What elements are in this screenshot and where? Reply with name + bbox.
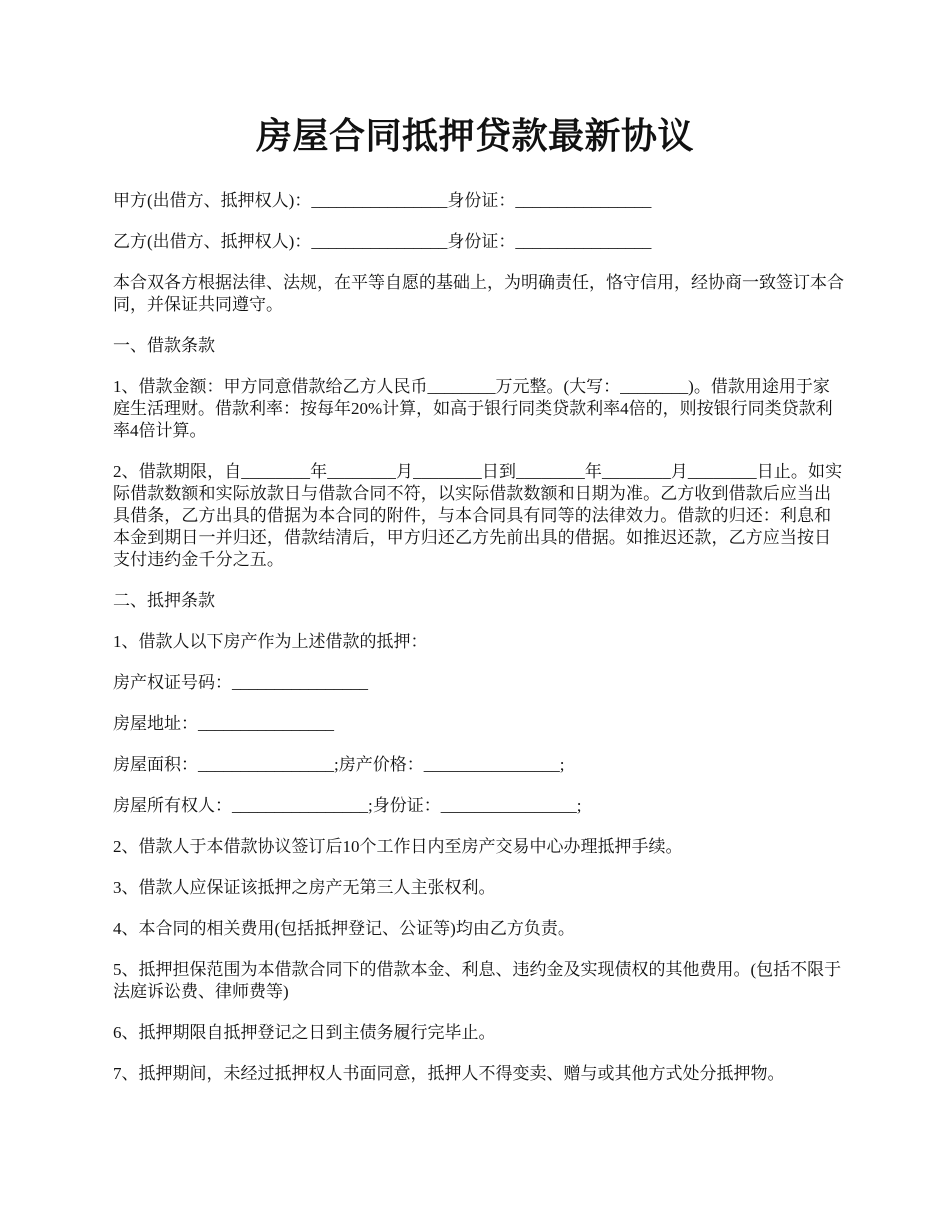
section-heading-mortgage-terms: 二、抵押条款 (113, 591, 215, 610)
preamble-paragraph: 本合双各方根据法律、法规，在平等自愿的基础上，为明确责任，恪守信用，经协商一致签订本合同，并保证共同遵守。 (113, 273, 844, 314)
property-certificate-line: 房产权证号码：________________ (113, 673, 368, 692)
document-page (113, 110, 845, 1104)
loan-amount-clause: 1、借款金额：甲方同意借款给乙方人民币________万元整。(大写：________)。借款用途用于家庭生活理财。借款利率：按每年20%计算，如高于银行同类贷款利率4倍的，则按银行同类贷款利率4倍计算。 (113, 377, 833, 440)
loan-term-clause: 2、借款期限，自________年________月________日到________年________月________日止。如实际借款数额和实际放款日与借款合同不符，以实际借款数额和日期为准。乙方收到借款后应当出具借条，乙方出具的借据为本合同的附件，与本合同具有同等的法律效力。借款的归还：利息和本金到期日一并归还，借款结清后，甲方归还乙方先前出具的借据。如推迟还款，乙方应当按日支付违约金千分之五。 (113, 462, 843, 569)
property-owner-line: 房屋所有权人：________________;身份证：________________; (113, 796, 582, 815)
mortgage-clause-4: 4、本合同的相关费用(包括抵押登记、公证等)均由乙方负责。 (113, 919, 575, 938)
party-b-line: 乙方(出借方、抵押权人)：________________身份证：________________ (113, 232, 652, 251)
section-heading-loan-terms: 一、借款条款 (113, 336, 215, 355)
property-address-line: 房屋地址：________________ (113, 714, 334, 733)
mortgage-clause-2: 2、借款人于本借款协议签订后10个工作日内至房产交易中心办理抵押手续。 (113, 837, 683, 856)
mortgage-clause-7: 7、抵押期间，未经过抵押权人书面同意，抵押人不得变卖、赠与或其他方式处分抵押物。 (113, 1064, 785, 1083)
mortgage-clause-6: 6、抵押期限自抵押登记之日到主债务履行完毕止。 (113, 1023, 496, 1042)
mortgage-clause-1: 1、借款人以下房产作为上述借款的抵押： (113, 632, 428, 651)
mortgage-clause-5: 5、抵押担保范围为本借款合同下的借款本金、利息、违约金及实现债权的其他费用。(包括不限于法庭诉讼费、律师费等) (113, 960, 842, 1001)
mortgage-clause-3: 3、借款人应保证该抵押之房产无第三人主张权利。 (113, 878, 496, 897)
document-title: 房屋合同抵押贷款最新协议 (255, 116, 694, 156)
property-area-price-line: 房屋面积：________________;房产价格：________________; (113, 755, 565, 774)
party-a-line: 甲方(出借方、抵押权人)：________________身份证：________________ (113, 191, 652, 210)
